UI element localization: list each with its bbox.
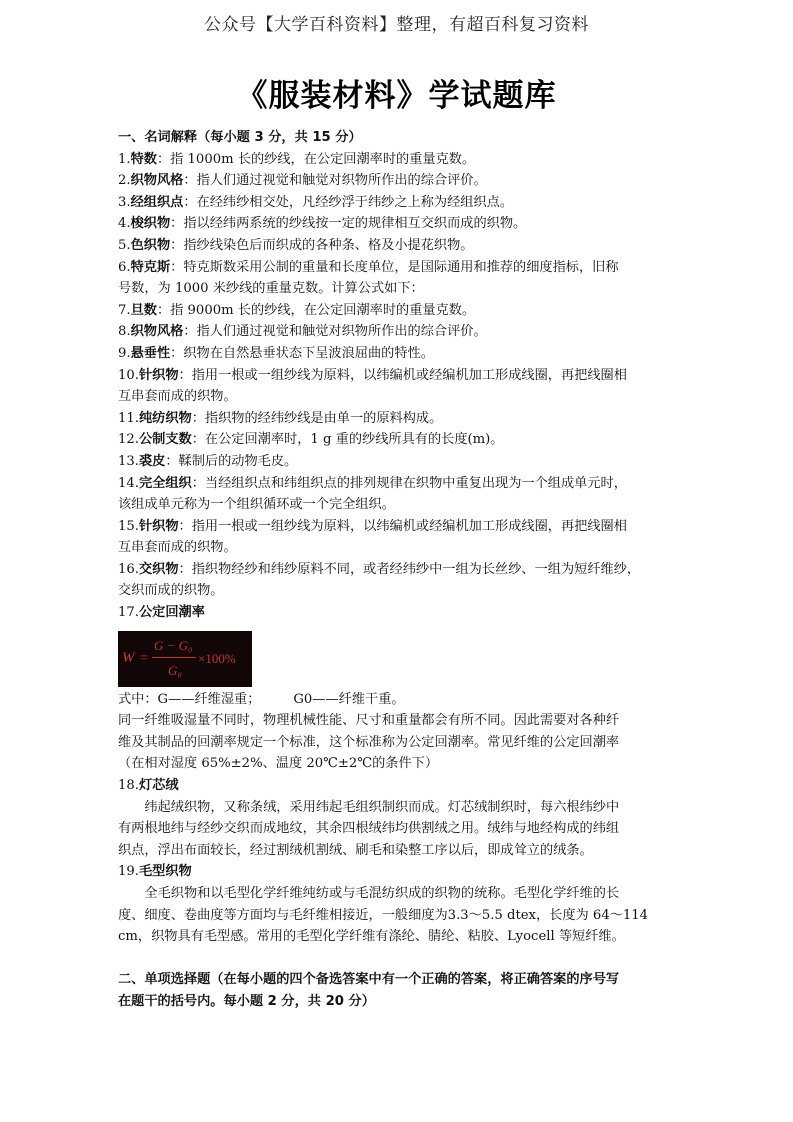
item-number: 13. [118, 453, 139, 469]
section-heading-2: 二、单项选择题（在每小题的四个备选答案中有一个正确的答案，将正确答案的序号写 [118, 972, 620, 988]
item18-text-line: 织点，浮出布面较长，经过割绒机割绒、刷毛和染整工序以后，即成耸立的绒条。 [118, 842, 593, 858]
term-item [118, 300, 658, 322]
item-number: 11. [118, 410, 139, 426]
term-definition: ：指人们通过视觉和触觉对织物所作出的综合评价。 [183, 173, 487, 189]
term-item [118, 365, 658, 387]
term-item [118, 559, 658, 581]
item-number: 18. [118, 778, 139, 794]
formula-legend: 式中：G——纤维湿重； G0——纤维干重。 [118, 691, 405, 707]
item19-text-line: 全毛织物和以毛型化学纤维纯纺或与毛混纺织成的织物的统称。毛型化学纤维的长 [144, 886, 620, 901]
term-label: 旦数 [130, 302, 157, 318]
term-definition: ：在公定回潮率时，1 g 重的纱线所具有的长度(m)。 [191, 432, 504, 448]
term-label: 特克斯 [130, 259, 171, 275]
formula-fraction-bar [152, 657, 196, 658]
term-definition: ：当经组织点和纬组织点的排列规律在织物中重复出现为一个组成单元时， [191, 475, 627, 491]
term-item-continuation: 号数，为 1000 米纱线的重量克数。计算公式如下： [118, 281, 424, 297]
item-number: 16. [118, 561, 139, 577]
item-number: 4. [118, 216, 131, 232]
item-number: 19. [118, 864, 139, 880]
term-item [118, 235, 658, 257]
term-definition: ：指以经纬两系统的纱线按一定的规律相互交织而成的织物。 [170, 216, 527, 232]
item-number: 6. [118, 259, 131, 275]
item17-text-line: 维及其制品的回潮率规定一个标准，这个标准称为公定回潮率。常见纤维的公定回潮率 [118, 734, 620, 750]
term-label: 特数 [130, 151, 157, 167]
term-definition: ：指 1000m 长的纱线，在公定回潮率时的重量克数。 [156, 151, 476, 167]
item19-text-line: cm，织物具有毛型感。常用的毛型化学纤维有涤纶、腈纶、粘胶、Lyocell 等短纤维。 [118, 929, 625, 945]
term-item [118, 429, 658, 451]
item-number: 3. [118, 194, 131, 210]
section-heading-2-cont: 在题干的括号内。每小题 2 分，共 20 分） [118, 993, 375, 1009]
term-label: 针织物 [138, 367, 179, 383]
term-item [118, 473, 658, 495]
term-label: 公定回潮率 [138, 605, 205, 621]
term-definition: ：指纱线染色后而织成的各种条、格及小提花织物。 [170, 237, 474, 253]
item-number: 1. [118, 151, 131, 167]
document-body [118, 127, 658, 1013]
term-definition: ：特克斯数采用公制的重量和长度单位，是国际通用和推荐的细度指标，旧称 [170, 259, 619, 275]
item17-text-line: （在相对湿度 65%±2%、温度 20℃±2℃的条件下） [118, 756, 439, 772]
document-title: 《服装材料》学试题库 [236, 78, 557, 114]
term-definition: ：指织物的经纬纱线是由单一的原料构成。 [191, 410, 443, 426]
term-item-continuation: 互串套而成的织物。 [118, 540, 237, 556]
term-item [118, 516, 658, 538]
term-item [118, 408, 658, 430]
item18-text-line: 纬起绒织物，又称条绒，采用纬起毛组织制织而成。灯芯绒制织时，每六根纬纱中 [144, 799, 620, 815]
term-label: 纯纺织物 [138, 410, 192, 426]
item-number: 12. [118, 432, 139, 448]
item-number: 7. [118, 302, 131, 318]
term-definition: ：织物在自然悬垂状态下呈波浪屈曲的特性。 [170, 345, 434, 361]
item-number: 15. [118, 518, 139, 534]
item-number: 14. [118, 475, 139, 491]
term-label: 经组织点 [130, 194, 184, 210]
term-label: 织物风格 [130, 173, 184, 189]
term-definition: ：在经纬纱相交处，凡经纱浮于纬纱之上称为经组织点。 [183, 194, 514, 210]
term-label: 灯芯绒 [138, 778, 179, 794]
moisture-regain-formula-image [118, 631, 252, 687]
section-heading-1: 一、名词解释（每小题 3 分，共 15 分） [118, 130, 362, 145]
item-number: 5. [118, 237, 131, 253]
term-item [118, 149, 658, 171]
term-definition: ：指织物经纱和纬纱原料不同，或者经纬纱中一组为长丝纱、一组为短纤维纱， [178, 561, 641, 577]
item19-text-line: 度、细度、卷曲度等方面均与毛纤维相接近，一般细度为3.3～5.5 dtex，长度为 64～114 [118, 907, 649, 923]
term-label: 梭织物 [130, 216, 171, 232]
term-label: 裘皮 [138, 453, 166, 469]
term-item-17 [118, 602, 658, 624]
section-spacer [118, 948, 658, 970]
term-item [118, 170, 658, 192]
term-item-continuation: 该组成单元称为一个组织循环或一个完全组织。 [118, 497, 395, 513]
term-item [118, 321, 658, 343]
term-label: 色织物 [130, 237, 171, 253]
formula-denominator: G₀ [168, 662, 182, 678]
term-item-19 [118, 861, 658, 883]
item17-text-line: 同一纤维吸湿量不同时，物理机械性能、尺寸和重量都会有所不同。因此需要对各种纤 [118, 713, 620, 729]
term-definition: ：指人们通过视觉和触觉对织物所作出的综合评价。 [183, 324, 487, 340]
item-number: 9. [118, 345, 131, 361]
term-item-continuation: 交织而成的织物。 [118, 583, 224, 599]
formula-multiplier: ×100% [198, 650, 236, 666]
formula-numerator: G − G₀ [154, 637, 193, 653]
term-definition: ：指用一根或一组纱线为原料，以纬编机或经编机加工形成线圈，再把线圈相 [178, 367, 627, 383]
formula-equals: = [140, 650, 148, 666]
term-definition: ：指 9000m 长的纱线，在公定回潮率时的重量克数。 [156, 302, 476, 318]
term-label: 完全组织 [138, 475, 192, 491]
term-label: 织物风格 [130, 324, 184, 340]
item-number: 2. [118, 173, 131, 189]
term-label: 悬垂性 [130, 345, 171, 361]
term-item [118, 257, 658, 279]
term-definition: ：指用一根或一组纱线为原料，以纬编机或经编机加工形成线圈，再把线圈相 [178, 518, 627, 534]
term-label: 针织物 [138, 518, 179, 534]
term-item [118, 343, 658, 365]
page-header-watermark: 公众号【大学百科资料】整理，有超百科复习资料 [204, 15, 589, 35]
term-item-continuation: 互串套而成的织物。 [118, 389, 237, 405]
item-number: 17. [118, 605, 139, 621]
term-label: 毛型织物 [138, 864, 192, 880]
formula-lhs: W [122, 649, 135, 666]
term-definition-list [118, 149, 658, 602]
term-item [118, 213, 658, 235]
term-label: 交织物 [138, 561, 179, 577]
item18-text-line: 有两根地纬与经纱交织而成地纹，其余四根绒纬均供割绒之用。绒纬与地经构成的纬组 [118, 821, 620, 837]
term-item [118, 192, 658, 214]
term-definition: ：鞣制后的动物毛皮。 [165, 453, 298, 469]
item-number: 8. [118, 324, 131, 340]
term-item-18 [118, 775, 658, 797]
term-item [118, 451, 658, 473]
term-label: 公制支数 [138, 432, 192, 448]
item-number: 10. [118, 367, 139, 383]
